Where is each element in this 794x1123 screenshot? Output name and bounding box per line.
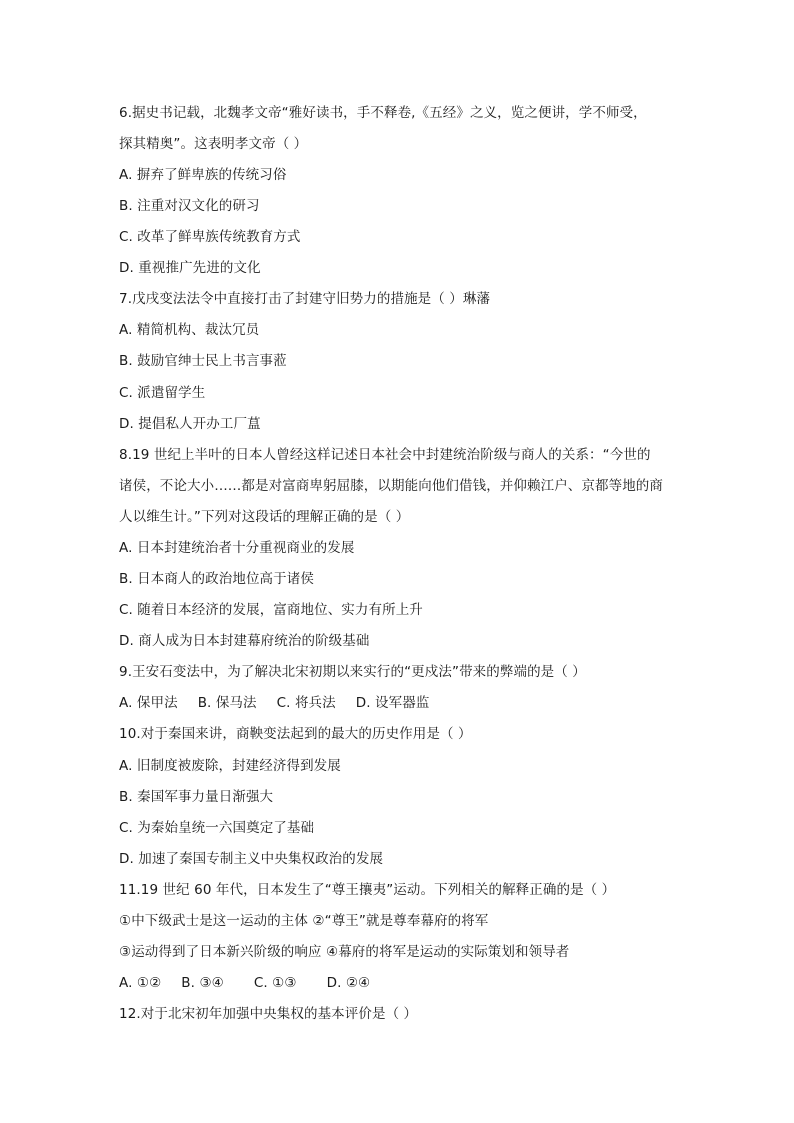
q7-option-c: C. 派遣留学生 [119,385,206,401]
q11-options-row [119,974,370,992]
q9-stem-line-1: 9.王安石变法中，为了解决北宋初期以来实行的“更戍法”带来的弊端的是（ ） [119,664,586,680]
q9-option-a: A. 保甲法 [119,695,178,711]
q6-stem-line-2: 探其精奥”。这表明孝文帝（ ） [119,136,308,152]
q9-option-d: D. 设军器监 [355,695,430,711]
q6-option-b: B. 注重对汉文化的研习 [119,198,260,214]
q6-option-a: A. 摒弃了鲜卑族的传统习俗 [119,167,287,183]
q6-stem-line-1: 6.据史书记载，北魏孝文帝“雅好读书，手不释卷,《五经》之义，览之便讲，学不师受， [119,105,647,121]
q11-option-c: C. ①③ [253,975,297,991]
q10-option-b: B. 秦国军事力量日渐强大 [119,789,274,805]
q8-option-a: A. 日本封建统治者十分重视商业的发展 [119,540,355,556]
q9-option-c: C. 将兵法 [276,695,336,711]
q7-option-d: D. 提倡私人开办工厂蒀 [119,416,261,432]
q11-option-b: B. ③④ [181,975,224,991]
q10-option-a: A. 旧制度被废除，封建经济得到发展 [119,758,341,774]
q7-option-a: A. 精简机构、裁汰冗员 [119,322,260,338]
q8-option-c: C. 随着日本经济的发展，富商地位、实力有所上升 [119,602,423,618]
q11-stem-line-1: 11.19 世纪 60 年代，日本发生了“尊王攘夷”运动。下列相关的解释正确的是（ ） [119,882,616,898]
q8-stem-line-3: 人以维生计。”下列对这段话的理解正确的是（ ） [119,509,410,525]
q9-options-row [119,694,429,712]
q10-option-c: C. 为秦始皇统一六国奠定了基础 [119,820,315,836]
q7-stem-line-1: 7.戊戌变法法令中直接打击了封建守旧势力的措施是（ ）琳藩 [119,291,491,307]
q10-stem-line-1: 10.对于秦国来讲，商鞅变法起到的最大的历史作用是（ ） [119,726,472,742]
q8-stem-line-1: 8.19 世纪上半叶的日本人曾经这样记述日本社会中封建统治阶级与商人的关系：“今世的 [119,447,651,463]
q10-option-d: D. 加速了秦国专制主义中央集权政治的发展 [119,851,384,867]
q11-stem-line-3: ③运动得到了日本新兴阶级的响应 ④幕府的将军是运动的实际策划和领导者 [119,944,570,960]
q9-option-b: B. 保马法 [197,695,257,711]
q11-option-a: A. ①② [119,975,162,991]
q8-option-b: B. 日本商人的政治地位高于诸侯 [119,571,314,587]
q11-option-d: D. ②④ [326,975,371,991]
q11-stem-line-2: ①中下级武士是这一运动的主体 ②“尊王”就是尊奉幕府的将军 [119,913,489,929]
q7-option-b: B. 鼓励官绅士民上书言事蒞 [119,353,287,369]
q6-option-d: D. 重视推广先进的文化 [119,260,261,276]
q6-option-c: C. 改革了鲜卑族传统教育方式 [119,229,301,245]
q12-stem-line-1: 12.对于北宋初年加强中央集权的基本评价是（ ） [119,1006,418,1022]
q8-option-d: D. 商人成为日本封建幕府统治的阶级基础 [119,633,370,649]
q8-stem-line-2: 诸侯，不论大小……都是对富商卑躬屈膝，以期能向他们借钱，并仰赖江户、京都等地的商 [119,478,663,494]
